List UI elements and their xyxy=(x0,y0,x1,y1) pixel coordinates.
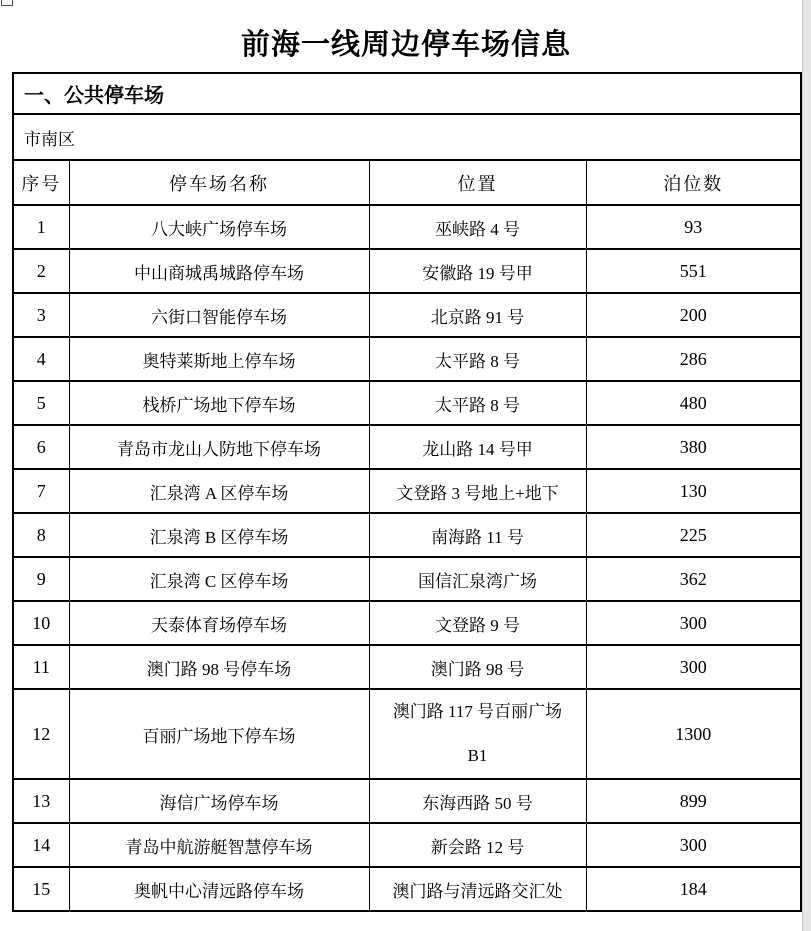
cell-location: 国信汇泉湾广场 xyxy=(369,557,586,601)
cell-parking-name: 汇泉湾 A 区停车场 xyxy=(69,469,369,513)
cell-serial-number: 9 xyxy=(13,557,69,601)
cell-parking-name: 青岛中航游艇智慧停车场 xyxy=(69,823,369,867)
table-row xyxy=(13,823,801,867)
parking-table xyxy=(12,72,802,912)
district-row xyxy=(13,114,801,160)
cell-serial-number: 8 xyxy=(13,513,69,557)
cell-parking-name: 八大峡广场停车场 xyxy=(69,205,369,249)
cell-location: 太平路 8 号 xyxy=(369,337,586,381)
cell-berth-count: 300 xyxy=(586,645,801,689)
table-row xyxy=(13,867,801,911)
cell-berth-count: 184 xyxy=(586,867,801,911)
cell-berth-count: 225 xyxy=(586,513,801,557)
cell-berth-count: 200 xyxy=(586,293,801,337)
cell-berth-count: 286 xyxy=(586,337,801,381)
cell-serial-number: 10 xyxy=(13,601,69,645)
cell-serial-number: 1 xyxy=(13,205,69,249)
cell-parking-name: 汇泉湾 B 区停车场 xyxy=(69,513,369,557)
cell-location: 巫峡路 4 号 xyxy=(369,205,586,249)
cell-location: 龙山路 14 号甲 xyxy=(369,425,586,469)
cell-location: 太平路 8 号 xyxy=(369,381,586,425)
cell-location-line: 澳门路 117 号百丽广场 xyxy=(392,702,563,721)
cell-serial-number: 14 xyxy=(13,823,69,867)
cell-location: 东海西路 50 号 xyxy=(369,779,586,823)
table-row xyxy=(13,469,801,513)
cell-location: 新会路 12 号 xyxy=(369,823,586,867)
table-row xyxy=(13,689,801,779)
cell-location: 南海路 11 号 xyxy=(369,513,586,557)
cell-parking-name: 天泰体育场停车场 xyxy=(69,601,369,645)
cell-location: 安徽路 19 号甲 xyxy=(369,249,586,293)
cell-parking-name: 奥帆中心清远路停车场 xyxy=(69,867,369,911)
cell-parking-name: 百丽广场地下停车场 xyxy=(69,689,369,779)
cell-location xyxy=(369,689,586,779)
cell-berth-count: 1300 xyxy=(586,689,801,779)
cell-parking-name: 汇泉湾 C 区停车场 xyxy=(69,557,369,601)
cell-location: 北京路 91 号 xyxy=(369,293,586,337)
object-anchor-icon xyxy=(1,0,13,6)
column-header-no: 序号 xyxy=(13,160,69,205)
cell-berth-count: 380 xyxy=(586,425,801,469)
column-header-name: 停车场名称 xyxy=(69,160,369,205)
cell-location: 文登路 9 号 xyxy=(369,601,586,645)
cell-parking-name: 奥特莱斯地上停车场 xyxy=(69,337,369,381)
table-row xyxy=(13,779,801,823)
cell-location: 文登路 3 号地上+地下 xyxy=(369,469,586,513)
table-row xyxy=(13,513,801,557)
cell-serial-number: 2 xyxy=(13,249,69,293)
cell-berth-count: 362 xyxy=(586,557,801,601)
cell-serial-number: 5 xyxy=(13,381,69,425)
cell-berth-count: 480 xyxy=(586,381,801,425)
cell-location: 澳门路 98 号 xyxy=(369,645,586,689)
page-edge-strip xyxy=(802,0,811,931)
cell-parking-name: 栈桥广场地下停车场 xyxy=(69,381,369,425)
cell-parking-name: 中山商城禹城路停车场 xyxy=(69,249,369,293)
table-row xyxy=(13,337,801,381)
cell-location: 澳门路与清远路交汇处 xyxy=(369,867,586,911)
section-header: 一、公共停车场 xyxy=(13,73,801,114)
cell-berth-count: 93 xyxy=(586,205,801,249)
cell-parking-name: 海信广场停车场 xyxy=(69,779,369,823)
cell-berth-count: 130 xyxy=(586,469,801,513)
cell-serial-number: 7 xyxy=(13,469,69,513)
table-row xyxy=(13,205,801,249)
table-row xyxy=(13,381,801,425)
cell-parking-name: 青岛市龙山人防地下停车场 xyxy=(69,425,369,469)
cell-location-line: B1 xyxy=(467,746,488,765)
table-row xyxy=(13,645,801,689)
column-header-location: 位置 xyxy=(369,160,586,205)
table-row xyxy=(13,293,801,337)
table-row xyxy=(13,425,801,469)
cell-serial-number: 15 xyxy=(13,867,69,911)
cell-serial-number: 11 xyxy=(13,645,69,689)
cell-serial-number: 6 xyxy=(13,425,69,469)
column-header-row xyxy=(13,160,801,205)
page-title: 前海一线周边停车场信息 xyxy=(240,29,571,61)
cell-berth-count: 300 xyxy=(586,601,801,645)
cell-serial-number: 12 xyxy=(13,689,69,779)
cell-berth-count: 899 xyxy=(586,779,801,823)
table-row xyxy=(13,249,801,293)
cell-serial-number: 4 xyxy=(13,337,69,381)
cell-parking-name: 澳门路 98 号停车场 xyxy=(69,645,369,689)
cell-berth-count: 551 xyxy=(586,249,801,293)
cell-serial-number: 3 xyxy=(13,293,69,337)
table-row xyxy=(13,601,801,645)
section-header-row xyxy=(13,73,801,114)
cell-serial-number: 13 xyxy=(13,779,69,823)
cell-berth-count: 300 xyxy=(586,823,801,867)
table-row xyxy=(13,557,801,601)
district-label: 市南区 xyxy=(13,114,801,160)
column-header-spaces: 泊位数 xyxy=(586,160,801,205)
cell-parking-name: 六街口智能停车场 xyxy=(69,293,369,337)
